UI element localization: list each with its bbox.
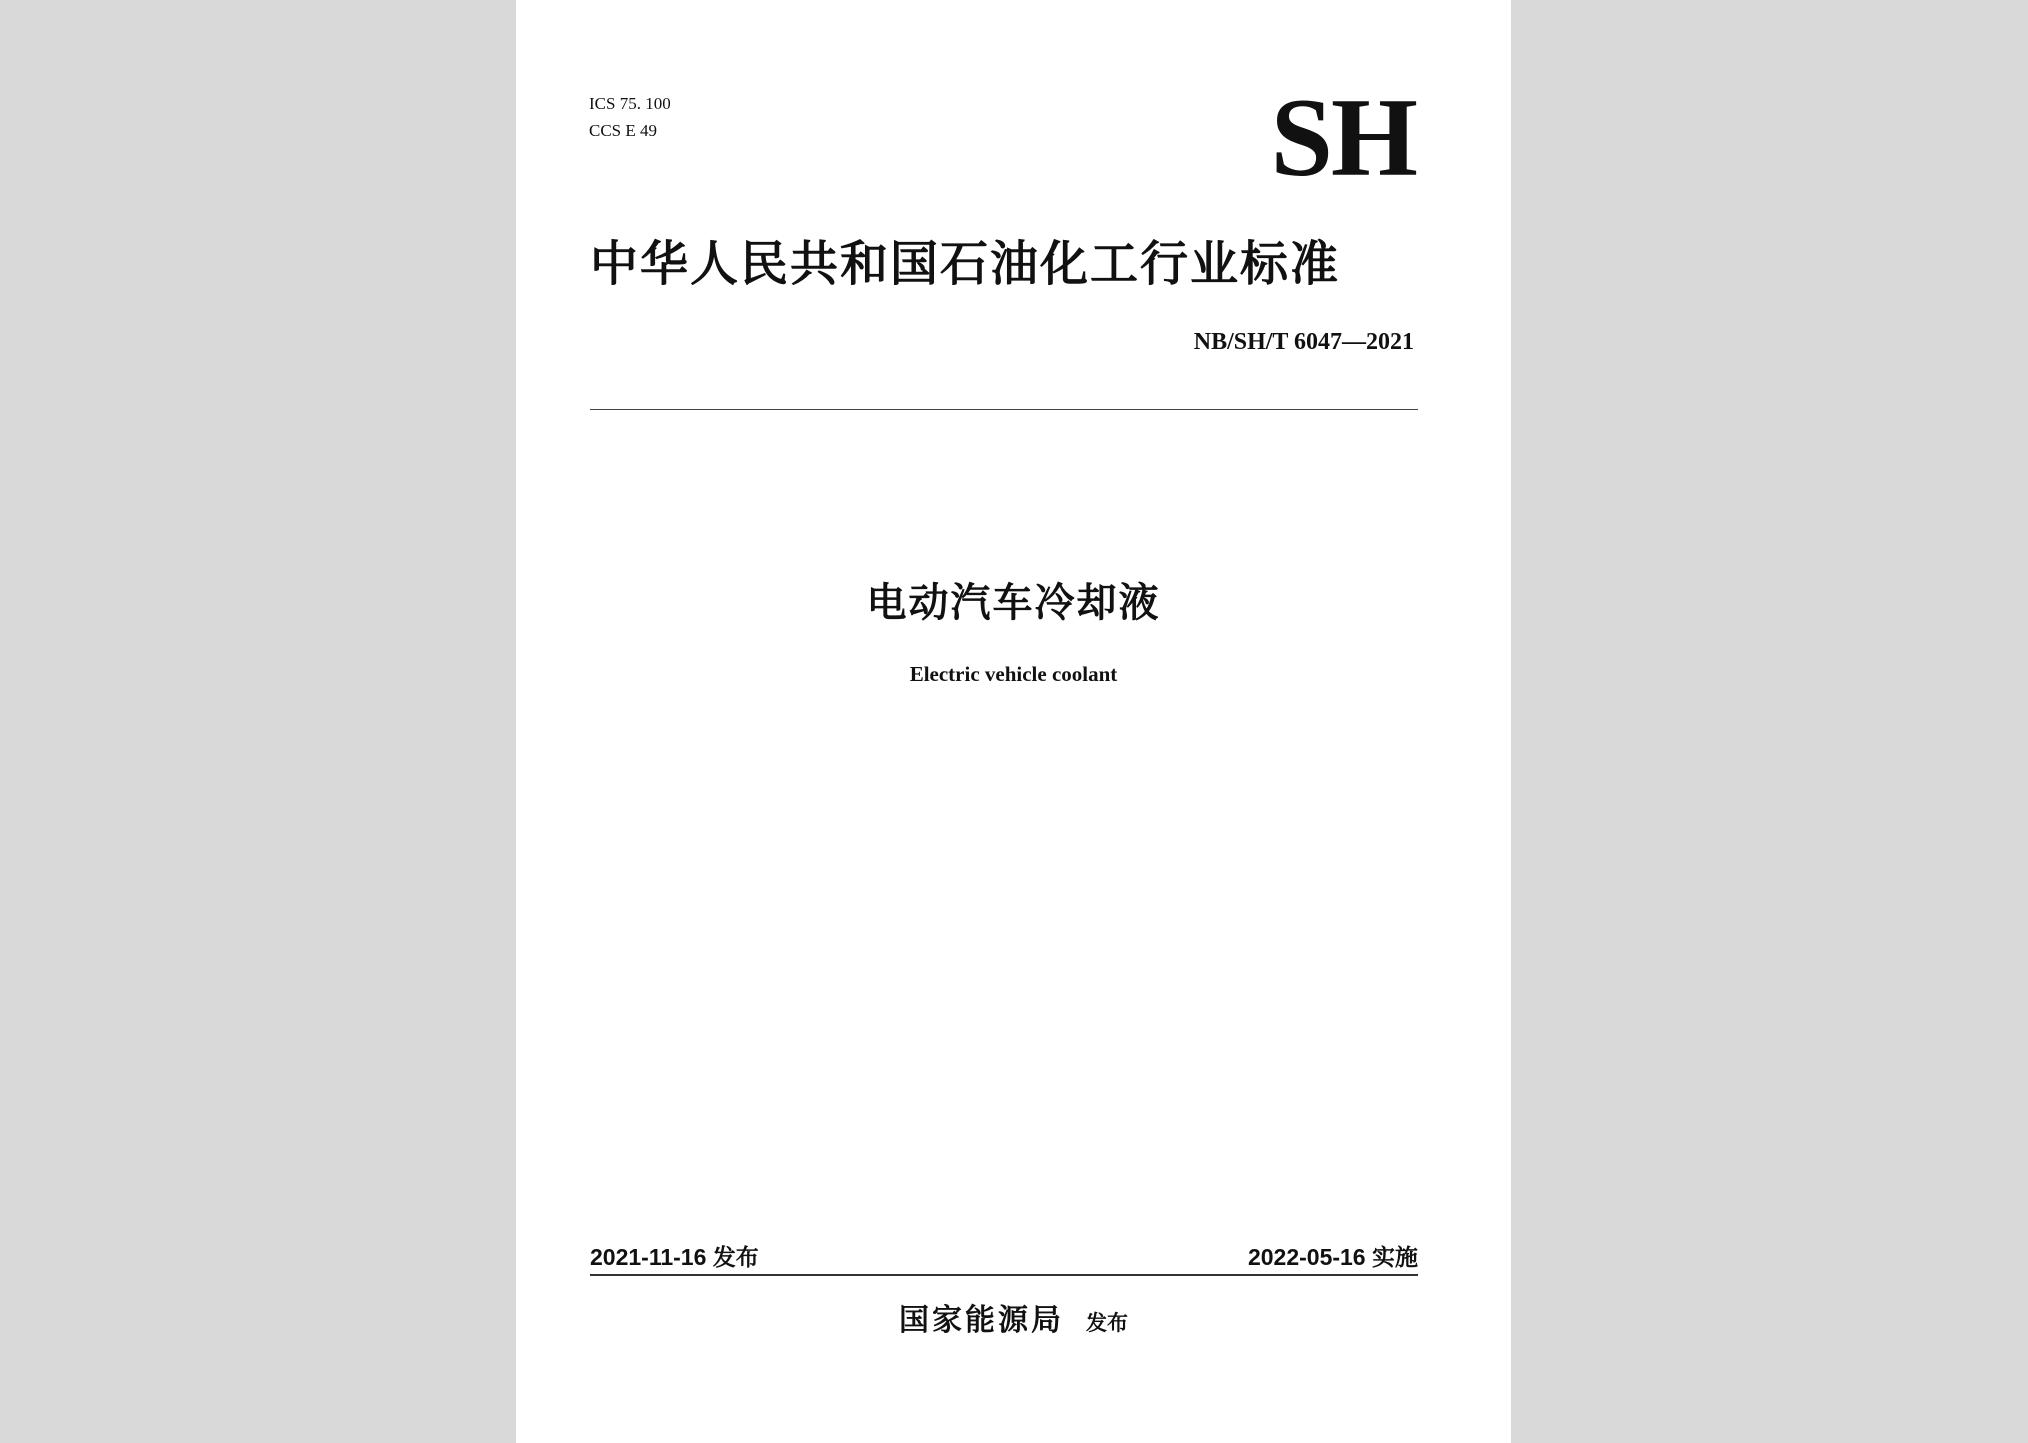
ics-code: ICS 75. 100 — [589, 94, 671, 113]
standard-number: NB/SH/T 6047—2021 — [1193, 329, 1414, 355]
issuer-row — [516, 1301, 1511, 1343]
title-english: Electric vehicle coolant — [909, 662, 1118, 686]
header-divider — [590, 409, 1418, 410]
title-chinese: 电动汽车冷却液 — [866, 580, 1161, 626]
classification-codes — [589, 90, 671, 144]
document-page — [516, 0, 1511, 1443]
footer-divider — [590, 1274, 1418, 1276]
issuer-suffix: 发布 — [1086, 1311, 1128, 1335]
ccs-code: CCS E 49 — [589, 121, 658, 140]
standard-logo: SH — [1270, 76, 1416, 200]
ministry-heading: 中华人民共和国石油化工行业标准 — [590, 236, 1341, 292]
implementation-date: 2022-05-16 实施 — [1247, 1244, 1418, 1270]
publish-date: 2021-11-16 发布 — [590, 1244, 759, 1270]
issuer-name: 国家能源局 — [899, 1303, 1064, 1338]
